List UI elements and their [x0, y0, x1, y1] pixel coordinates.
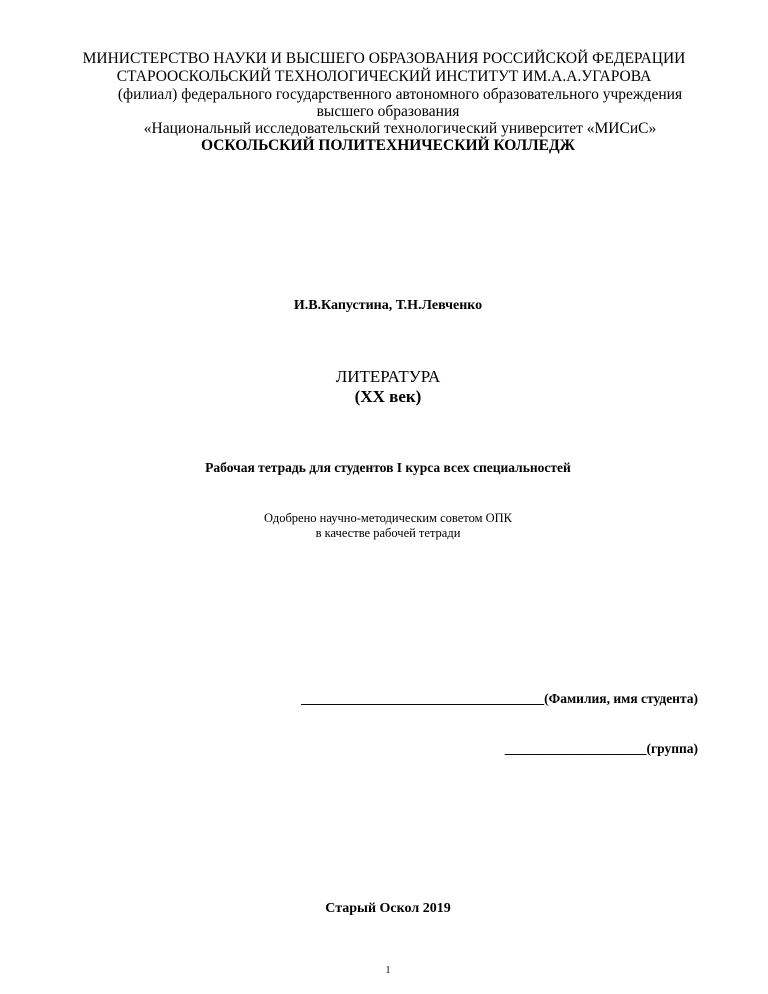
approval-purpose: в качестве рабочей тетради [315, 526, 461, 540]
college-heading: ОСКОЛЬСКИЙ ПОЛИТЕХНИЧЕСКИЙ КОЛЛЕДЖ [200, 137, 576, 154]
page-number: 1 [385, 965, 391, 976]
education-line: высшего образования [316, 103, 460, 120]
document-subtitle-century: (ХХ век) [354, 387, 422, 406]
branch-line: (филиал) федерального государственного автономного образовательного учреждения [117, 86, 683, 103]
ministry-heading: МИНИСТЕРСТВО НАУКИ И ВЫСШЕГО ОБРАЗОВАНИЯ РОССИЙСКОЙ ФЕДЕРАЦИИ [82, 50, 686, 67]
group-field: _____________________(группа) [504, 741, 698, 756]
institute-heading: СТАРООСКОЛЬСКИЙ ТЕХНОЛОГИЧЕСКИЙ ИНСТИТУТ ИМ.А.А.УГАРОВА [116, 68, 652, 85]
student-name-field: ____________________________________(Фамилия, имя студента) [301, 691, 698, 706]
city-year: Старый Оскол 2019 [325, 901, 451, 916]
approval-line: Одобрено научно-методическим советом ОПК [263, 511, 513, 525]
document-title: ЛИТЕРАТУРА [335, 367, 441, 386]
workbook-description: Рабочая тетрадь для студентов I курса всех специальностей [205, 460, 571, 475]
university-line: «Национальный исследовательский технологический университет «МИСиС» [143, 120, 657, 137]
authors: И.В.Капустина, Т.Н.Левченко [293, 298, 483, 313]
